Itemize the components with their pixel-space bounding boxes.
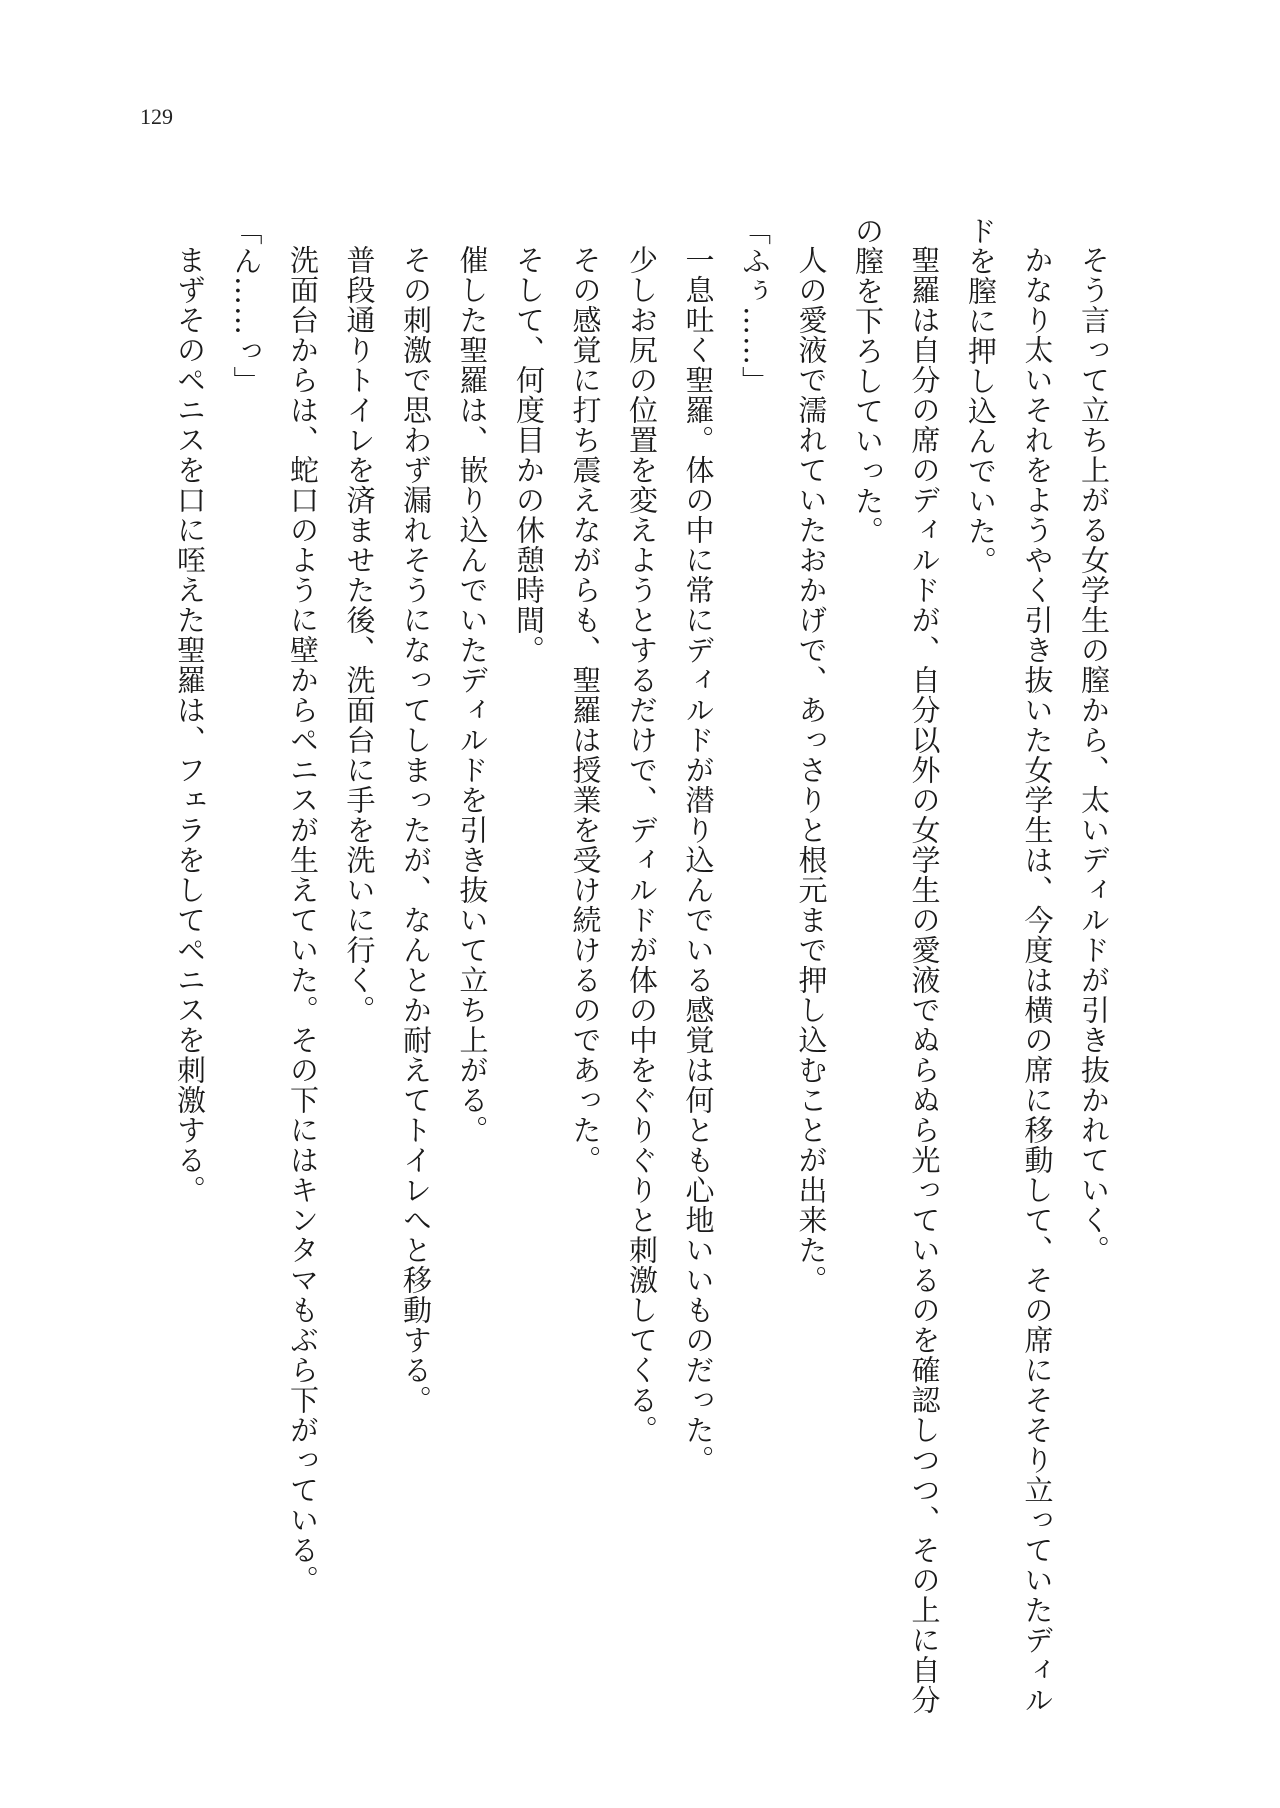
text-line: 洗面台からは、蛇口のように壁からペニスが生えていた。その下にはキンタマもぶら下がっている。 <box>286 245 320 1595</box>
dialogue-line: 「ふぅ……」 <box>738 216 772 396</box>
text-line: 少しお尻の位置を変えようとするだけで、ディルドが体の中をぐりぐりと刺激してくる。 <box>625 245 659 1445</box>
text-line: の膣を下ろしていった。 <box>851 216 885 546</box>
text-line: 聖羅は自分の席のディルドが、自分以外の女学生の愛液でぬらぬら光っているのを確認しつつ、その上に自分 <box>907 245 942 1715</box>
text-line: そう言って立ち上がる女学生の膣から、太いディルドが引き抜かれていく。 <box>1077 245 1111 1265</box>
text-line: まずそのペニスを口に咥えた聖羅は、フェラをしてペニスを刺激する。 <box>173 245 207 1205</box>
body-text <box>162 216 1123 1715</box>
text-line: そして、何度目かの休憩時間。 <box>512 245 546 665</box>
text-line: その刺激で思わず漏れそうになってしまったが、なんとか耐えてトイレへと移動する。 <box>399 245 433 1415</box>
dialogue-line: 「ん……っ」 <box>229 216 264 396</box>
text-line: 普段通りトイレを済ませた後、洗面台に手を洗いに行く。 <box>342 245 377 1025</box>
text-line: 一息吐く聖羅。体の中に常にディルドが潜り込んでいる感覚は何とも心地いいものだった。 <box>681 245 716 1475</box>
text-line: その感覚に打ち震えながらも、聖羅は授業を受け続けるのであった。 <box>568 245 603 1175</box>
text-line: ドを膣に押し込んでいた。 <box>964 216 998 576</box>
text-line: 催した聖羅は、嵌り込んでいたディルドを引き抜いて立ち上がる。 <box>455 245 490 1145</box>
text-line: 人の愛液で濡れていたおかげで、あっさりと根元まで押し込むことが出来た。 <box>794 245 829 1295</box>
text-line: かなり太いそれをようやく引き抜いた女学生は、今度は横の席に移動して、その席にそそり立っていたディル <box>1020 245 1055 1715</box>
page-number: 129 <box>140 104 173 129</box>
